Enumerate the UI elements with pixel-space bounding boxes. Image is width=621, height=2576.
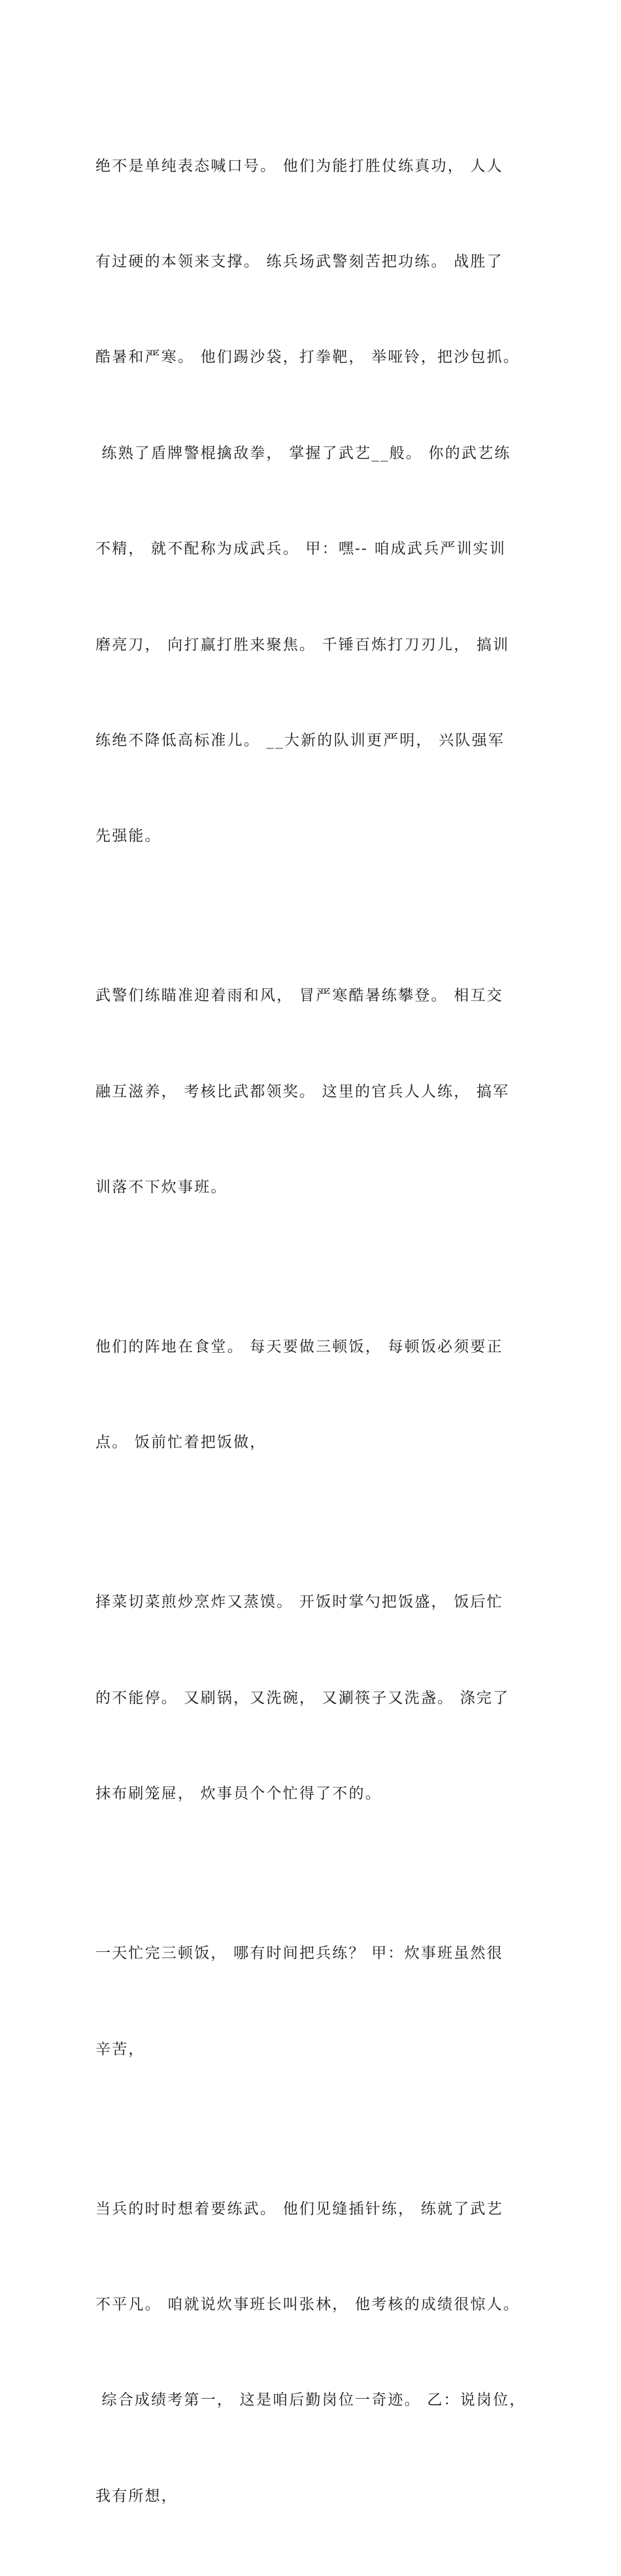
- paragraph-1: [95, 86, 543, 916]
- text-line: 抹布刷笼屉， 炊事员个个忙得了不的。: [95, 1785, 382, 1803]
- text-line: 综合成绩考第一， 这是咱后勤岗位一奇迹。 乙：说岗位，: [95, 2392, 526, 2409]
- text-line: 酷暑和严寒。 他们踢沙袋，打拳靶， 举哑铃，把沙包抓。: [95, 349, 520, 366]
- text-line: 磨亮刀， 向打赢打胜来聚焦。 千锤百炼打刀刃儿， 搞训: [95, 636, 510, 653]
- text-line: 融互滋养， 考核比武都领奖。 这里的官兵人人练， 搞军: [95, 1083, 510, 1100]
- text-line: 他们的阵地在食堂。 每天要做三顿饭， 每顿饭必须要正: [95, 1338, 503, 1356]
- text-line: 我有所想，: [95, 2487, 178, 2505]
- paragraph-4: [95, 1523, 543, 1874]
- text-line: 点。 饭前忙着把饭做，: [95, 1434, 267, 1452]
- text-line: 练绝不降低高标准儿。 __大新的队训更严明， 兴队强军: [95, 731, 505, 749]
- text-line: 择菜切菜煎炒烹炸又蒸馍。 开饭时掌勺把饭盛， 饭后忙: [95, 1593, 503, 1611]
- text-line: 不平凡。 咱就说炊事班长叫张林， 他考核的成绩很惊人。: [95, 2295, 520, 2313]
- paragraph-2: [95, 916, 543, 1268]
- text-line: 不精， 就不配称为成武兵。 甲：嘿-- 咱成武兵严训实训: [95, 540, 507, 558]
- paragraph-3: [95, 1267, 543, 1522]
- text-line: 武警们练瞄准迎着雨和风， 冒严寒酷暑练攀登。 相互交: [95, 987, 503, 1005]
- text-line: 有过硬的本领来支撑。 练兵场武警刻苦把功练。 战胜了: [95, 252, 503, 270]
- text-line: 辛苦，: [95, 2040, 145, 2058]
- text-line: 先强能。: [95, 827, 161, 845]
- paragraph-5: [95, 1874, 543, 2129]
- text-line: 的不能停。 又刷锅，又洗碗， 又涮筷子又洗盏。 涤完了: [95, 1689, 510, 1707]
- paragraph-6: [95, 2129, 543, 2576]
- text-line: 训落不下炊事班。: [95, 1179, 227, 1196]
- text-line: 绝不是单纯表态喊口号。 他们为能打胜仗练真功， 人人: [95, 157, 503, 175]
- text-line: 一天忙完三顿饭， 哪有时间把兵练？ 甲：炊事班虽然很: [95, 1945, 503, 1962]
- text-line: 练熟了盾牌警棍擒敌拳， 掌握了武艺__般。 你的武艺练: [95, 444, 511, 462]
- text-line: 当兵的时时想着要练武。 他们见缝插针练， 练就了武艺: [95, 2200, 503, 2218]
